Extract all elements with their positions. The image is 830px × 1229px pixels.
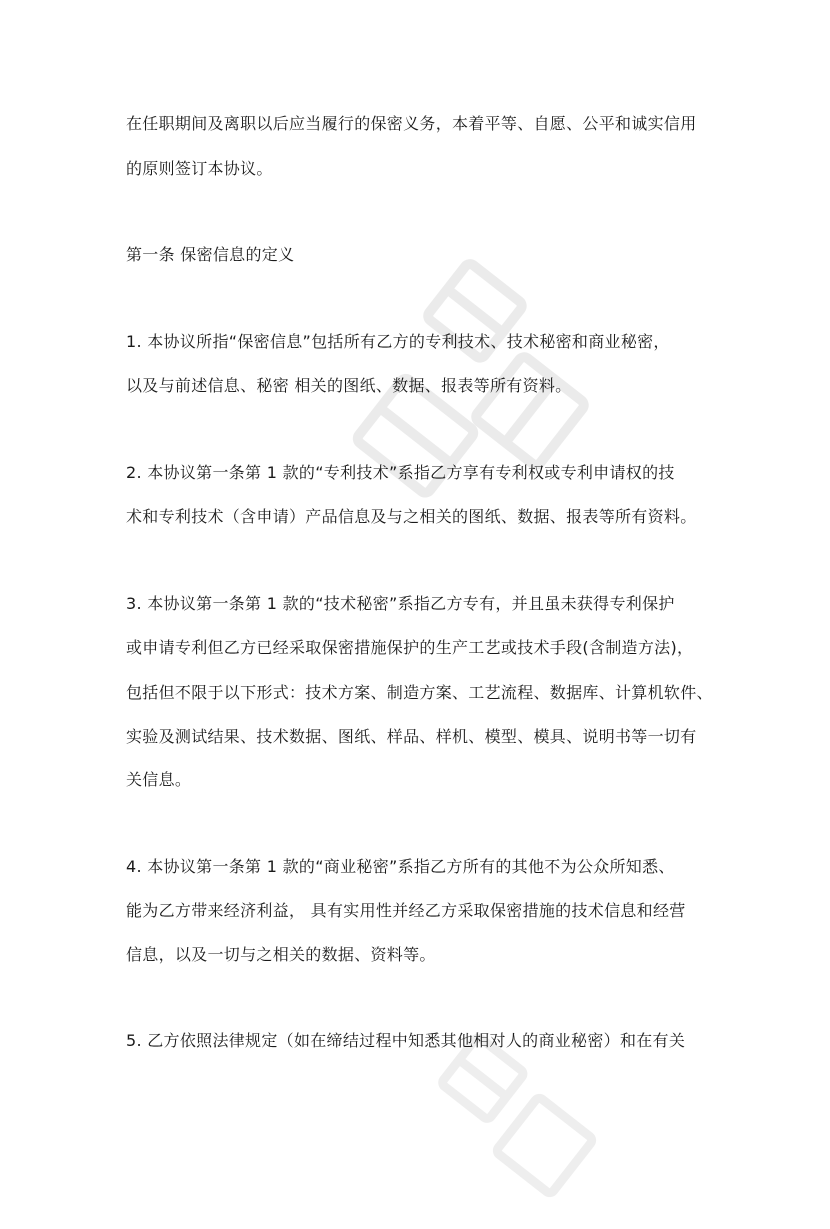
paragraph-line: 关信息。 — [126, 770, 192, 789]
paragraph-line: 术和专利技术（含申请）产品信息及与之相关的图纸、数据、报表等所有资料。 — [126, 507, 697, 526]
paragraph-line: 1. 本协议所指“保密信息”包括所有乙方的专利技术、技术秘密和商业秘密， — [126, 332, 670, 351]
paragraph-line: 在任职期间及离职以后应当履行的保密义务，本着平等、自愿、公平和诚实信用 — [126, 114, 697, 133]
paragraph-line: 信息，以及一切与之相关的数据、资料等。 — [126, 945, 436, 964]
paragraph-line: 以及与前述信息、秘密 相关的图纸、数据、报表等所有资料。 — [126, 376, 572, 395]
paragraph-line: 或申请专利但乙方已经采取保密措施保护的生产工艺或技术手段(含制造方法)， — [126, 638, 694, 657]
paragraph-line: 包括但不限于以下形式：技术方案、制造方案、工艺流程、数据库、计算机软件、 — [126, 683, 713, 702]
paragraph-line: 能为乙方带来经济利益， 具有实用性并经乙方采取保密措施的技术信息和经营 — [126, 901, 686, 920]
section-heading: 第一条 保密信息的定义 — [126, 245, 295, 264]
paragraph-line: 实验及测试结果、技术数据、图纸、样品、样机、模型、模具、说明书等一切有 — [126, 727, 697, 746]
paragraph-line: 5. 乙方依照法律规定（如在缔结过程中知悉其他相对人的商业秘密）和在有关 — [126, 1031, 686, 1050]
paragraph-line: 2. 本协议第一条第 1 款的“专利技术”系指乙方享有专利权或专利申请权的技 — [126, 463, 675, 482]
watermark-logo — [305, 234, 654, 587]
paragraph-line: 4. 本协议第一条第 1 款的“商业秘密”系指乙方所有的其他不为公众所知悉、 — [126, 857, 675, 876]
paragraph-line: 3. 本协议第一条第 1 款的“技术秘密”系指乙方专有，并且虽未获得专利保护 — [126, 594, 675, 613]
paragraph-line: 的原则签订本协议。 — [126, 159, 273, 178]
